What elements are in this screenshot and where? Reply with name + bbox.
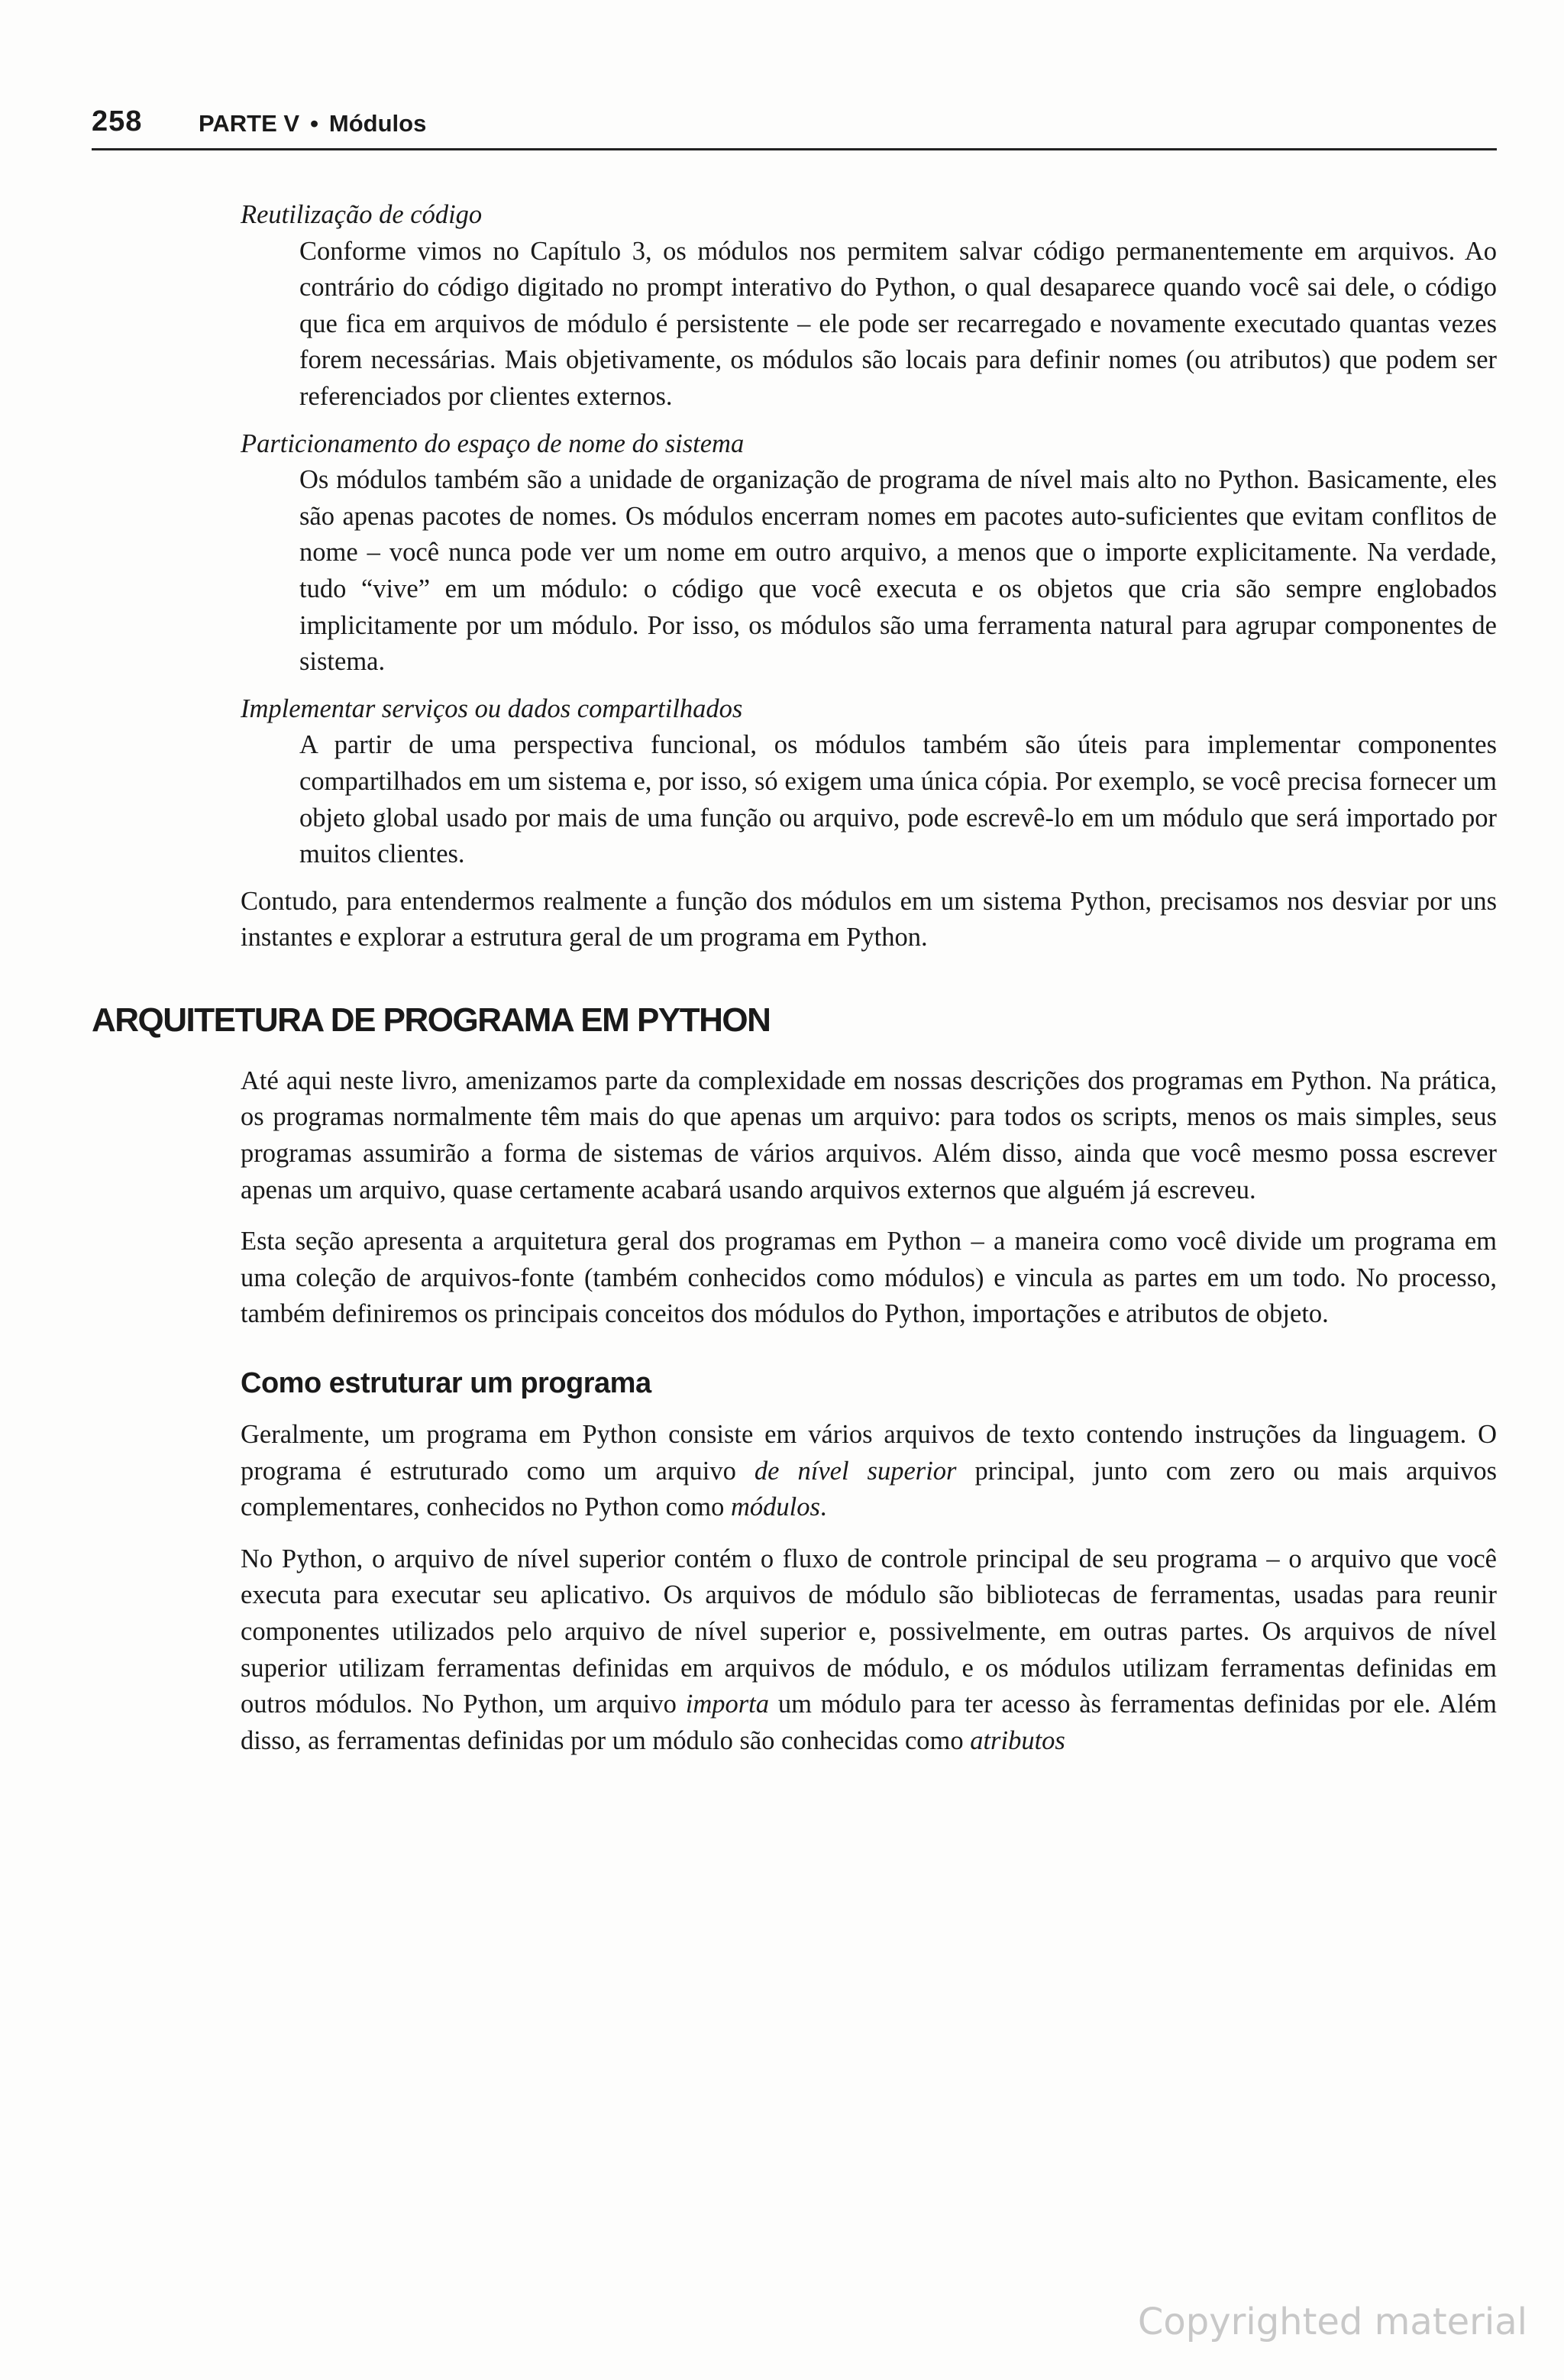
part-label: PARTE V xyxy=(199,110,300,137)
item-term: Reutilização de código xyxy=(241,200,483,229)
emphasis: atributos xyxy=(970,1725,1065,1755)
text-run: um módulo para ter acesso às ferramentas definidas por ele. Além disso, as ferramentas definidas por um módulo são conhecidas como xyxy=(241,1690,1497,1755)
list-item-code-reuse xyxy=(92,197,1497,416)
text-run: principal, junto com zero ou mais arquivos complementares, conhecidos no Python como xyxy=(241,1456,1498,1522)
bullet-separator: • xyxy=(310,110,318,137)
intro-paragraph: Contudo, para entendermos realmente a função dos módulos em um sistema Python, precisamos nos desviar por uns instantes e explorar a estrutura geral de um programa em Python. xyxy=(241,886,1497,952)
text-run: No Python, o arquivo de nível superior contém o fluxo de controle principal de seu programa – o arquivo que você executa para executar seu aplicativo. Os arquivos de módulo são bibliotecas de ferramentas, usadas para reunir componentes utilizados pelo arquivo de nível superior e, possivelmente, em outras partes. Os arquivos de nível superior utilizam ferramentas definidas em arquivos de módulo, e os módulos utilizam ferramentas definidas em outros módulos. No Python, um arquivo xyxy=(241,1544,1497,1719)
emphasis: importa xyxy=(685,1690,769,1719)
emphasis: módulos xyxy=(730,1492,820,1522)
text-run: Geralmente, um programa em Python consiste em vários arquivos de texto contendo instruções da linguagem. O programa é estruturado como um arquivo xyxy=(241,1420,1497,1486)
subsection-paragraph xyxy=(241,1541,1497,1760)
running-head xyxy=(92,102,1497,150)
item-body: Os módulos também são a unidade de organização de programa de nível mais alto no Python. Basicamente, eles são apenas pacotes de nomes. Os módulos encerram nomes em pacotes auto-suficientes que evitam conflitos de nome – você nunca pode ver um nome em outro arquivo, a menos que o importe explicitamente. Na verdade, tudo “vive” em um módulo: o código que você executa e os objetos que cria são sempre englobados implicitamente por um módulo. Por isso, os módulos são uma ferramenta natural para agrupar componentes de sistema. xyxy=(299,465,1497,677)
item-body: Conforme vimos no Capítulo 3, os módulos nos permitem salvar código permanentemente em arquivos. Ao contrário do código digitado no prompt interativo do Python, o qual desaparece quando você sai dele, o código que fica em arquivos de módulo é persistente – ele pode ser recarregado e novamente executado quantas vezes forem necessárias. Mais objetivamente, os módulos são locais para definir nomes (ou atributos) que podem ser referenciados por clientes externos. xyxy=(299,236,1497,411)
list-item-namespace-partitioning xyxy=(92,426,1497,681)
chapter-title: Módulos xyxy=(328,110,427,137)
section-heading: ARQUITETURA DE PROGRAMA EM PYTHON xyxy=(92,1001,771,1039)
list-item-shared-services xyxy=(92,691,1497,873)
item-body: A partir de uma perspectiva funcional, os módulos também são úteis para implementar componentes compartilhados em um sistema e, por isso, só exigem uma única cópia. Por exemplo, se você precisa fornecer um objeto global usado por mais de uma função ou arquivo, pode escrevê-lo em um módulo que será importado por muitos clientes. xyxy=(299,730,1497,869)
section-paragraph: Esta seção apresenta a arquitetura geral dos programas em Python – a maneira como você divide um programa em uma coleção de arquivos-fonte (também conhecidos como módulos) e vincula as partes em um todo. No processo, também definiremos os principais conceitos dos módulos do Python, importações e atributos de objeto. xyxy=(241,1227,1497,1329)
copyright-watermark: Copyrighted material xyxy=(1137,2301,1527,2343)
item-term: Implementar serviços ou dados compartilhados xyxy=(241,694,743,723)
item-term: Particionamento do espaço de nome do sistema xyxy=(241,428,745,458)
text-run: . xyxy=(819,1492,827,1522)
running-head-title xyxy=(199,110,426,137)
page-content xyxy=(92,197,1497,1774)
subsection-heading: Como estruturar um programa xyxy=(241,1367,651,1400)
section-paragraph: Até aqui neste livro, amenizamos parte da complexidade em nossas descrições dos programas em Python. Na prática, os programas normalmente têm mais do que apenas um arquivo: para todos os scripts, menos os mais simples, seus programas assumirão a forma de sistemas de vários arquivos. Além disso, ainda que você mesmo possa escrever apenas um arquivo, quase certamente acabará usando arquivos externos que alguém já escreveu. xyxy=(241,1066,1497,1205)
subsection-paragraph xyxy=(241,1417,1497,1526)
page-number: 258 xyxy=(92,105,143,137)
emphasis: de nível superior xyxy=(754,1456,957,1486)
